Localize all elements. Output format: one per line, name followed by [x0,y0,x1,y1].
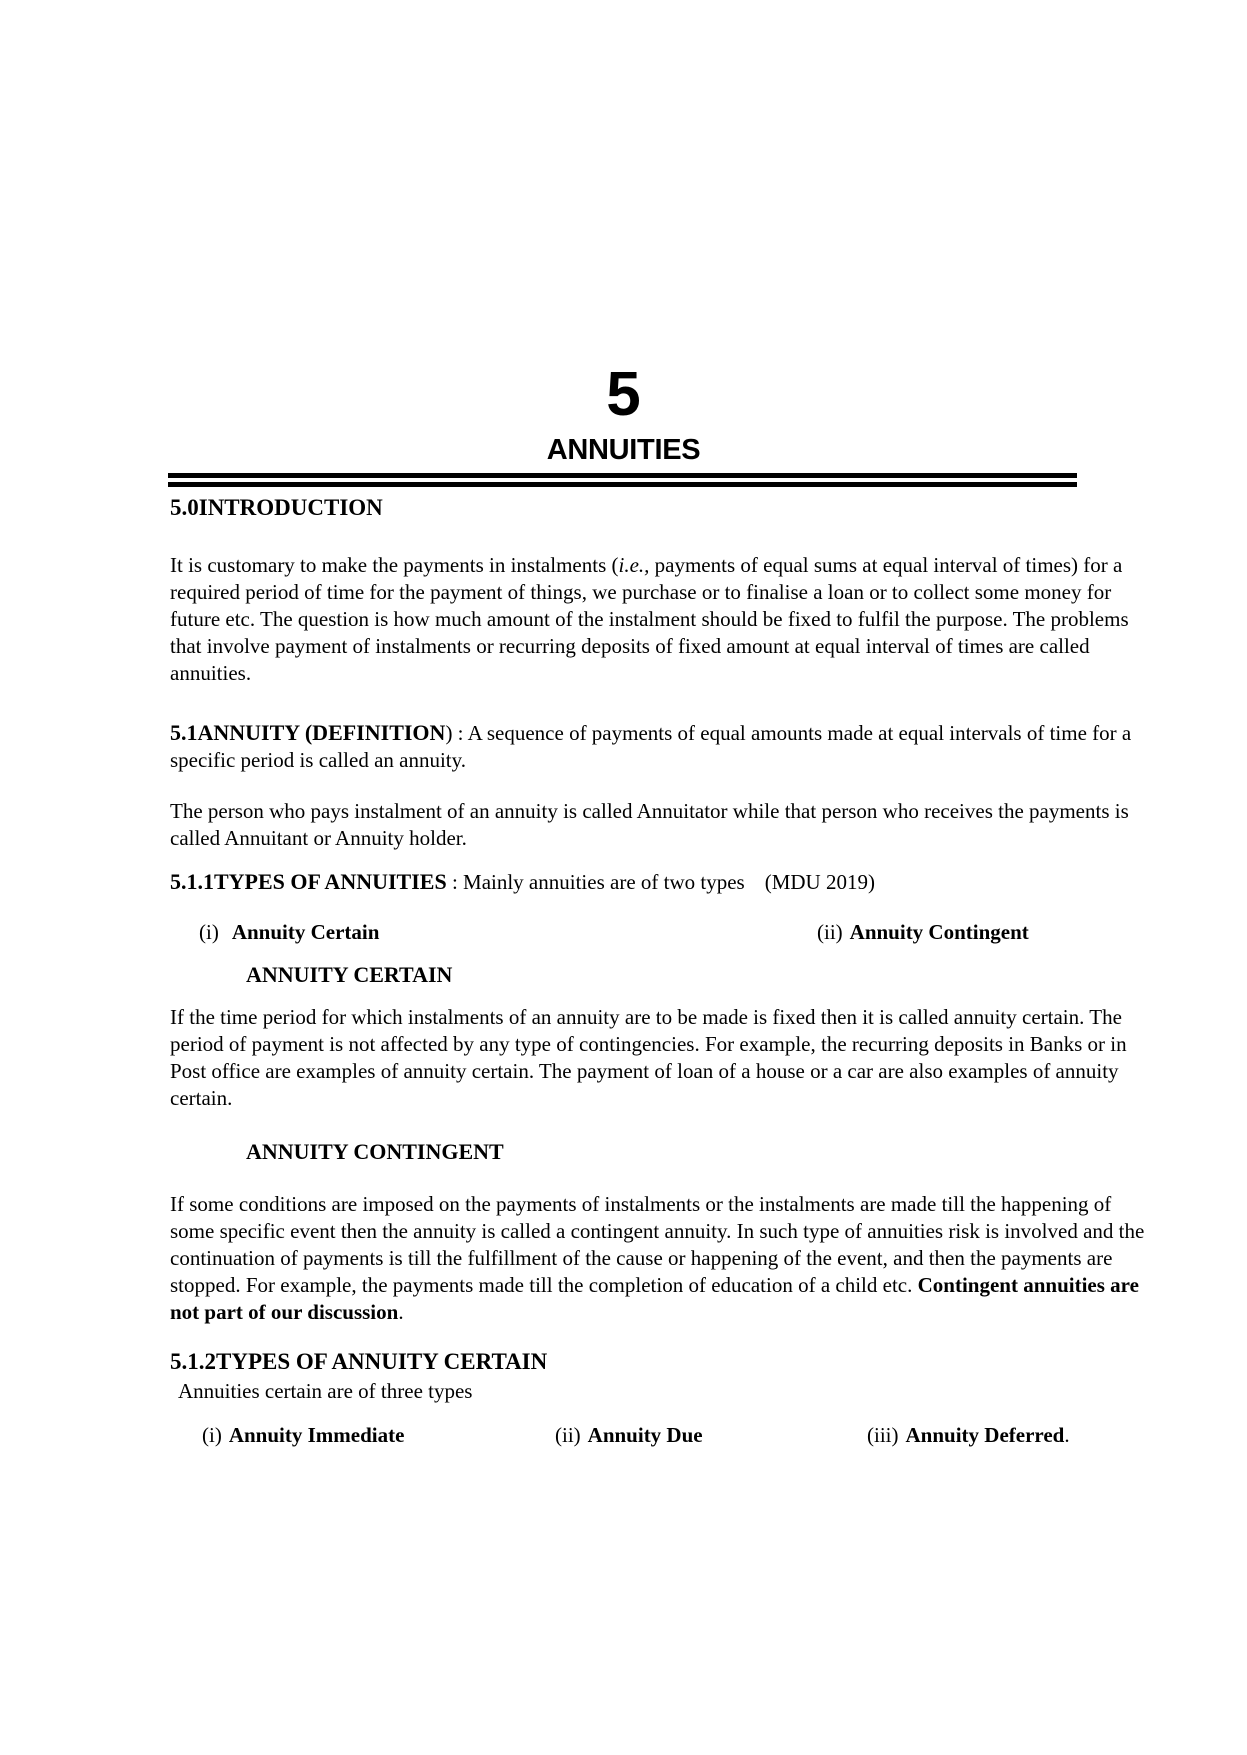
definition-paragraph [170,719,1160,774]
intro-heading: 5.0INTRODUCTION [170,495,383,520]
list-item-annuity-deferred [867,1422,1070,1449]
annuity-certain-types-row [170,1422,1160,1449]
definition-heading-inline: 5.1ANNUITY (DEFINITION [170,720,446,745]
three-types-line: Annuities certain are of three types [178,1379,473,1403]
page-content [170,494,1160,1449]
list-marker: (i) [202,1423,222,1447]
double-rule [168,473,1077,487]
definition-text: ) : A sequence of payments of equal amounts made at equal intervals of time for a specific period is called an annuity. [170,721,1132,772]
types-annuity-certain-heading: 5.1.2TYPES OF ANNUITY CERTAIN [170,1349,548,1374]
annuity-types-row [170,919,1160,946]
chapter-number: 5 [606,360,641,429]
list-item-period: . [1064,1423,1070,1447]
list-item-annuity-certain [199,919,379,946]
list-item-label: Annuity Immediate [228,1423,405,1447]
list-marker: (iii) [867,1423,899,1447]
contingent-text: If some conditions are imposed on the payments of instalments or the instalments are made till the happening of some specific event then the annuity is called a contingent annuity. In such type of annuities risk is involved and the continuation of payments is till the fulfillment of the cause or happening of the event, and then the payments are stopped. For example, the payments made till the completion of education of a child etc. [170,1192,1145,1297]
types-text: : Mainly annuities are of two types [446,870,745,894]
list-marker: (ii) [555,1423,581,1447]
annuity-certain-heading: ANNUITY CERTAIN [246,962,453,987]
chapter-title: ANNUITIES [546,434,701,466]
list-item-label: Annuity Deferred [905,1423,1065,1447]
intro-paragraph-rest: payments of equal sums at equal interval of times) for a required period of time for the payment of things, we purchase or to finalise a loan or to collect some money for future etc. The question is how much amount of the instalment should be fixed to fulfil the purpose. The problems that involve payment of instalments or recurring deposits of fixed amount at equal interval of times are called annuities. [170,553,1129,685]
list-item-label: Annuity Certain [231,920,380,944]
latin-abbreviation-ie: i.e., [618,553,650,577]
list-marker: (ii) [817,920,843,944]
annuity-contingent-heading: ANNUITY CONTINGENT [246,1139,504,1164]
exam-reference: (MDU 2019) [764,870,875,894]
contingent-period: . [398,1300,404,1324]
list-item-annuity-due [555,1422,703,1449]
annuity-contingent-paragraph [170,1191,1160,1326]
intro-paragraph [170,552,1160,687]
list-item-label: Annuity Contingent [849,920,1029,944]
types-of-annuities-line [170,868,1160,896]
list-item-annuity-contingent [817,919,1029,946]
list-marker: (i) [199,920,219,944]
types-heading-inline: 5.1.1TYPES OF ANNUITIES [170,869,447,894]
list-item-annuity-immediate [202,1422,404,1449]
annuitator-paragraph: The person who pays instalment of an annuity is called Annuitator while that person who receives the payments is called Annuitant or Annuity holder. [170,799,1129,850]
intro-paragraph-start: It is customary to make the payments in instalments ( [170,553,619,577]
contingent-emphasis: Contingent annuities are not part of our discussion [170,1273,1139,1324]
list-item-label: Annuity Due [587,1423,703,1447]
annuity-certain-paragraph: If the time period for which instalments of an annuity are to be made is fixed then it is called annuity certain. The period of payment is not affected by any type of contingencies. For example, the recurring deposits in Banks or in Post office are examples of annuity certain. The payment of loan of a house or a car are also examples of annuity certain. [170,1005,1127,1110]
